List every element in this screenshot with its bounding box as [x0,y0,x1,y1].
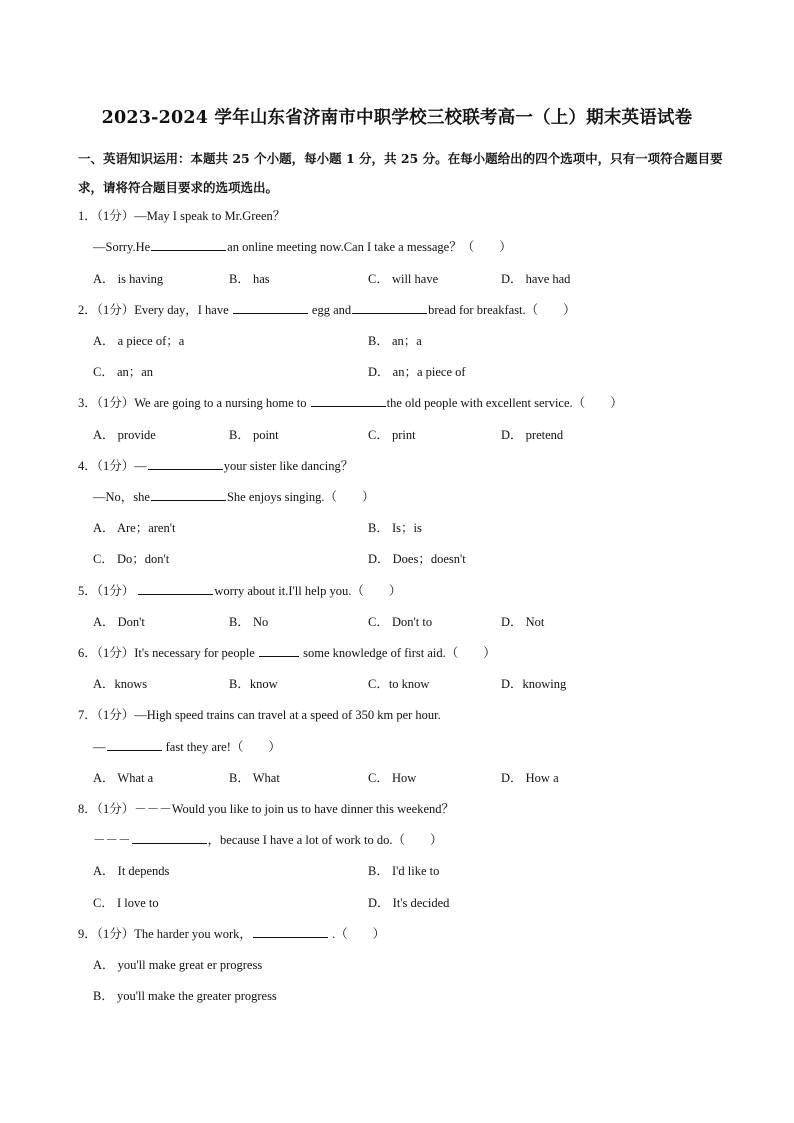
section-instructions: 一、英语知识运用：本题共 25 个小题，每小题 1 分，共 25 分。在每小题给出的四个选项中，只有一项符合题目要求，请将符合题目要求的选项选出。 [78,151,723,195]
option-b[interactable]: B． has [229,272,270,286]
question-5-stem: 5．（1分） worry about it.I'll help you.（ ） [78,584,402,598]
option-a[interactable]: A． provide [93,428,156,442]
option-b[interactable]: B． point [229,428,279,442]
option-c[interactable]: C． How [368,771,417,785]
question-4-line2: —No，she She enjoys singing.（ ） [93,490,375,504]
option-b[interactable]: B． an；a [368,334,422,348]
option-c[interactable]: C． print [368,428,416,442]
answer-blank [107,738,162,751]
option-d[interactable]: D． It's decided [368,896,450,910]
option-b[interactable]: B． I'd like to [368,864,440,878]
answer-blank [233,301,308,314]
option-b[interactable]: B． Is；is [368,521,422,535]
question-4-stem: 4．（1分）— your sister like dancing？ [78,459,354,473]
option-d[interactable]: D． pretend [501,428,564,442]
answer-blank [151,488,226,501]
question-1-line2: —Sorry.He an online meeting now.Can I take a message？（ ） [93,240,512,254]
answer-blank [132,831,207,844]
option-c[interactable]: C． Don't to [368,615,433,629]
question-2-stem: 2．（1分）Every day，I have egg and bread for breakfast.（ ） [78,303,576,317]
answer-blank [148,457,223,470]
option-c[interactable]: C． will have [368,272,439,286]
question-3-stem: 3．（1分）We are going to a nursing home to the old people with excellent service.（ ） [78,396,623,410]
option-c[interactable]: C． Do；don't [93,552,170,566]
page-title: 2023-2024 学年山东省济南市中职学校三校联考高一（上）期末英语试卷 [101,108,693,128]
answer-blank [151,238,226,251]
question-9-stem: 9．（1分）The harder you work， .（ ） [78,927,386,941]
answer-blank [352,301,427,314]
option-a[interactable]: A． you'll make great er progress [93,958,263,972]
option-a[interactable]: A． It depends [93,864,170,878]
option-d[interactable]: D． have had [501,272,571,286]
question-6-stem: 6．（1分）It's necessary for people some knowledge of first aid.（ ） [78,646,496,660]
option-b[interactable]: B．know [229,677,278,691]
option-c[interactable]: C． an；an [93,365,154,379]
option-c[interactable]: C．to know [368,677,430,691]
answer-blank [138,582,213,595]
option-b[interactable]: B． No [229,615,269,629]
option-a[interactable]: A． a piece of；a [93,334,185,348]
option-b[interactable]: B． you'll make the greater progress [93,989,277,1003]
question-1-stem: 1．（1分）—May I speak to Mr.Green？ [78,209,286,223]
answer-blank [259,644,299,657]
question-7-line2: — fast they are!（ ） [93,740,281,754]
option-b[interactable]: B． What [229,771,280,785]
option-a[interactable]: A． is having [93,272,164,286]
question-8-line2: －－－ ，because I have a lot of work to do.（ ） [93,833,443,847]
option-d[interactable]: D． How a [501,771,559,785]
option-a[interactable]: A． What a [93,771,154,785]
question-8-stem: 8．（1分）－－－Would you like to join us to have dinner this weekend？ [78,802,455,816]
option-d[interactable]: D．knowing [501,677,567,691]
option-a[interactable]: A． Are；aren't [93,521,176,535]
option-d[interactable]: D． Does；doesn't [368,552,466,566]
option-c[interactable]: C． I love to [93,896,159,910]
answer-blank [253,925,328,938]
option-d[interactable]: D． an；a piece of [368,365,466,379]
option-a[interactable]: A．knows [93,677,148,691]
answer-blank [311,394,386,407]
question-7-stem: 7．（1分）—High speed trains can travel at a speed of 350 km per hour. [78,708,441,722]
option-d[interactable]: D． Not [501,615,545,629]
option-a[interactable]: A． Don't [93,615,145,629]
